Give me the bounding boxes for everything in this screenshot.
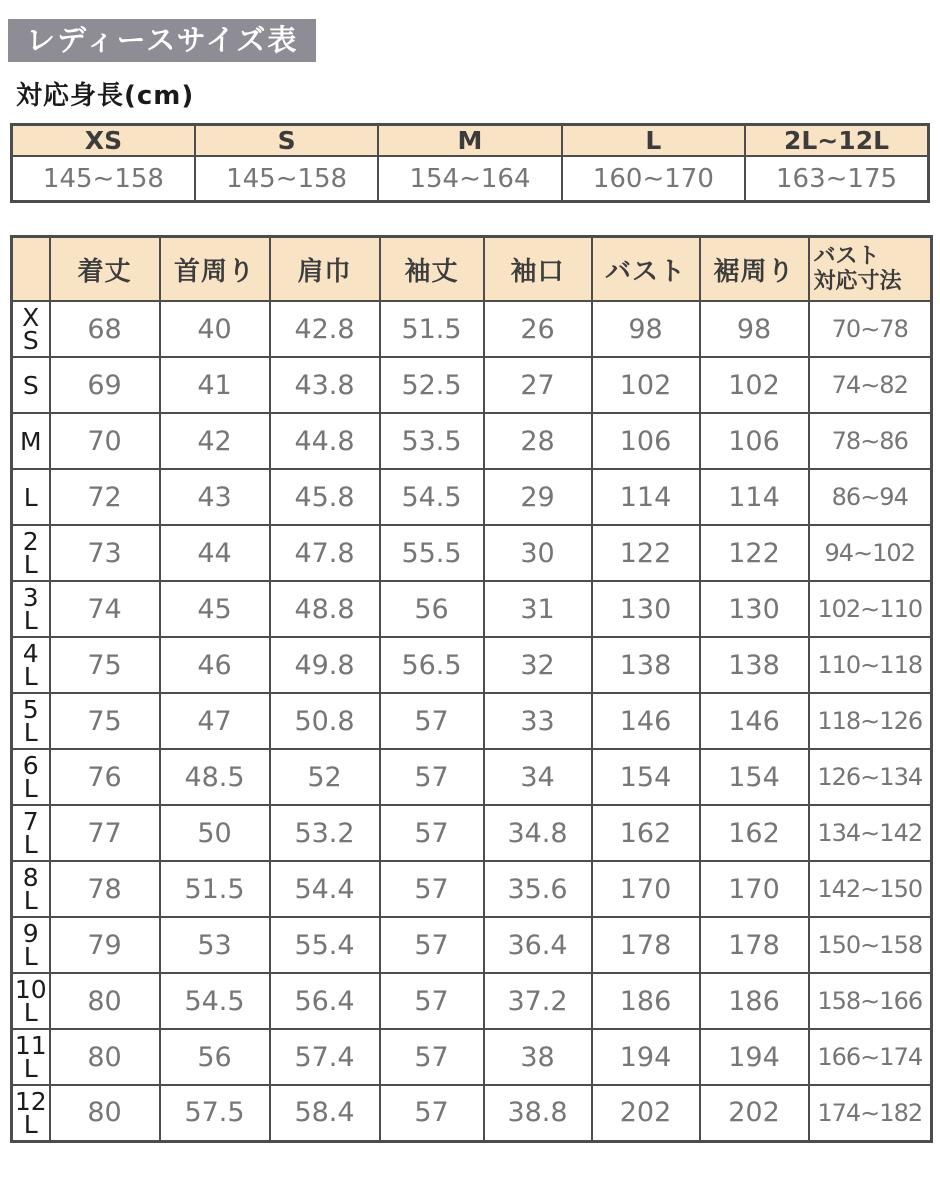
- size-value-cell: 98: [700, 301, 809, 357]
- table-row: [12, 749, 932, 805]
- size-value-cell: 98: [592, 301, 700, 357]
- col-header-bust-range: [809, 237, 932, 302]
- size-value-cell: 57.4: [270, 1029, 380, 1085]
- header-line: 対応寸法: [813, 269, 902, 294]
- height-col-header: M: [378, 125, 561, 157]
- row-label: 5 L: [12, 693, 50, 749]
- size-value-cell: 57: [380, 1085, 484, 1141]
- bust-range-cell: 70∼78: [809, 301, 932, 357]
- size-table-body: [12, 301, 932, 1141]
- bust-range-cell: 102∼110: [809, 581, 932, 637]
- bust-range-cell: 74∼82: [809, 357, 932, 413]
- page-title: レディースサイズ表: [8, 19, 316, 62]
- size-value-cell: 186: [700, 973, 809, 1029]
- bust-range-cell: 158∼166: [809, 973, 932, 1029]
- size-value-cell: 31: [484, 581, 592, 637]
- size-value-cell: 29: [484, 469, 592, 525]
- table-row: [12, 525, 932, 581]
- col-header: 首周り: [160, 237, 270, 302]
- height-col-header: S: [195, 125, 378, 157]
- table-row: [12, 917, 932, 973]
- size-value-cell: 56.4: [270, 973, 380, 1029]
- bust-range-cell: 86∼94: [809, 469, 932, 525]
- size-value-cell: 73: [50, 525, 160, 581]
- size-value-cell: 49.8: [270, 637, 380, 693]
- size-value-cell: 122: [592, 525, 700, 581]
- size-value-cell: 130: [592, 581, 700, 637]
- size-table-header-row: [12, 237, 932, 302]
- table-row: [12, 581, 932, 637]
- size-value-cell: 106: [592, 413, 700, 469]
- size-value-cell: 53.5: [380, 413, 484, 469]
- size-value-cell: 102: [700, 357, 809, 413]
- size-value-cell: 53.2: [270, 805, 380, 861]
- size-value-cell: 54.5: [380, 469, 484, 525]
- size-value-cell: 48.8: [270, 581, 380, 637]
- size-value-cell: 80: [50, 973, 160, 1029]
- size-value-cell: 55.4: [270, 917, 380, 973]
- size-value-cell: 69: [50, 357, 160, 413]
- size-value-cell: 57: [380, 805, 484, 861]
- bust-range-cell: 134∼142: [809, 805, 932, 861]
- size-value-cell: 50.8: [270, 693, 380, 749]
- col-header: バスト: [592, 237, 700, 302]
- height-table: [10, 123, 930, 203]
- table-row: [12, 637, 932, 693]
- size-value-cell: 146: [592, 693, 700, 749]
- size-value-cell: 72: [50, 469, 160, 525]
- size-value-cell: 34.8: [484, 805, 592, 861]
- row-label: L: [12, 469, 50, 525]
- table-row: [12, 1029, 932, 1085]
- row-label: 12 L: [12, 1085, 50, 1141]
- size-value-cell: 114: [592, 469, 700, 525]
- size-value-cell: 57: [380, 861, 484, 917]
- size-value-cell: 56: [380, 581, 484, 637]
- height-table-value-row: [12, 156, 929, 202]
- height-range-cell: 145∼158: [195, 156, 378, 202]
- size-value-cell: 46: [160, 637, 270, 693]
- height-range-cell: 163∼175: [745, 156, 928, 202]
- size-value-cell: 194: [592, 1029, 700, 1085]
- table-row: [12, 301, 932, 357]
- size-value-cell: 45: [160, 581, 270, 637]
- size-value-cell: 52: [270, 749, 380, 805]
- size-value-cell: 51.5: [380, 301, 484, 357]
- bust-range-cell: 94∼102: [809, 525, 932, 581]
- size-value-cell: 57.5: [160, 1085, 270, 1141]
- size-value-cell: 80: [50, 1029, 160, 1085]
- size-value-cell: 55.5: [380, 525, 484, 581]
- size-value-cell: 186: [592, 973, 700, 1029]
- bust-range-cell: 78∼86: [809, 413, 932, 469]
- size-value-cell: 146: [700, 693, 809, 749]
- size-value-cell: 26: [484, 301, 592, 357]
- bust-range-cell: 118∼126: [809, 693, 932, 749]
- corner-cell: [12, 237, 50, 302]
- size-value-cell: 38: [484, 1029, 592, 1085]
- row-label: 4 L: [12, 637, 50, 693]
- size-value-cell: 30: [484, 525, 592, 581]
- size-value-cell: 57: [380, 917, 484, 973]
- size-value-cell: 38.8: [484, 1085, 592, 1141]
- row-label: 10 L: [12, 973, 50, 1029]
- height-col-header: 2L∼12L: [745, 125, 928, 157]
- size-value-cell: 75: [50, 693, 160, 749]
- bust-range-cell: 174∼182: [809, 1085, 932, 1141]
- size-value-cell: 202: [592, 1085, 700, 1141]
- col-header: 肩巾: [270, 237, 380, 302]
- row-label: X S: [12, 301, 50, 357]
- size-value-cell: 75: [50, 637, 160, 693]
- size-value-cell: 106: [700, 413, 809, 469]
- size-value-cell: 74: [50, 581, 160, 637]
- table-row: [12, 357, 932, 413]
- size-value-cell: 77: [50, 805, 160, 861]
- size-value-cell: 154: [700, 749, 809, 805]
- size-value-cell: 36.4: [484, 917, 592, 973]
- size-value-cell: 47: [160, 693, 270, 749]
- row-label: S: [12, 357, 50, 413]
- row-label: M: [12, 413, 50, 469]
- size-value-cell: 162: [592, 805, 700, 861]
- height-col-header: L: [562, 125, 745, 157]
- size-value-cell: 43: [160, 469, 270, 525]
- row-label: 8 L: [12, 861, 50, 917]
- table-row: [12, 805, 932, 861]
- size-value-cell: 57: [380, 1029, 484, 1085]
- height-range-cell: 145∼158: [12, 156, 195, 202]
- size-value-cell: 48.5: [160, 749, 270, 805]
- row-label: 3 L: [12, 581, 50, 637]
- size-value-cell: 56: [160, 1029, 270, 1085]
- size-value-cell: 162: [700, 805, 809, 861]
- size-value-cell: 178: [700, 917, 809, 973]
- size-table: [10, 235, 933, 1143]
- row-label: 6 L: [12, 749, 50, 805]
- size-value-cell: 138: [700, 637, 809, 693]
- size-value-cell: 40: [160, 301, 270, 357]
- col-header: 袖口: [484, 237, 592, 302]
- size-value-cell: 37.2: [484, 973, 592, 1029]
- height-range-cell: 154∼164: [378, 156, 561, 202]
- size-value-cell: 57: [380, 973, 484, 1029]
- size-value-cell: 202: [700, 1085, 809, 1141]
- size-value-cell: 80: [50, 1085, 160, 1141]
- size-value-cell: 178: [592, 917, 700, 973]
- size-value-cell: 50: [160, 805, 270, 861]
- size-value-cell: 170: [592, 861, 700, 917]
- size-value-cell: 56.5: [380, 637, 484, 693]
- size-value-cell: 68: [50, 301, 160, 357]
- row-label: 11 L: [12, 1029, 50, 1085]
- header-line: バスト: [813, 243, 880, 269]
- size-value-cell: 52.5: [380, 357, 484, 413]
- table-row: [12, 973, 932, 1029]
- size-value-cell: 138: [592, 637, 700, 693]
- size-value-cell: 43.8: [270, 357, 380, 413]
- size-value-cell: 114: [700, 469, 809, 525]
- size-value-cell: 54.4: [270, 861, 380, 917]
- height-table-header-row: [12, 125, 929, 157]
- size-value-cell: 44.8: [270, 413, 380, 469]
- size-value-cell: 57: [380, 693, 484, 749]
- table-row: [12, 861, 932, 917]
- size-value-cell: 33: [484, 693, 592, 749]
- table-row: [12, 693, 932, 749]
- size-value-cell: 42: [160, 413, 270, 469]
- size-value-cell: 34: [484, 749, 592, 805]
- size-value-cell: 70: [50, 413, 160, 469]
- row-label: 9 L: [12, 917, 50, 973]
- size-value-cell: 53: [160, 917, 270, 973]
- size-value-cell: 154: [592, 749, 700, 805]
- size-value-cell: 194: [700, 1029, 809, 1085]
- col-header: 裾周り: [700, 237, 809, 302]
- size-value-cell: 35.6: [484, 861, 592, 917]
- size-value-cell: 130: [700, 581, 809, 637]
- size-value-cell: 44: [160, 525, 270, 581]
- row-label: 2 L: [12, 525, 50, 581]
- size-value-cell: 28: [484, 413, 592, 469]
- col-header: 袖丈: [380, 237, 484, 302]
- col-header: 着丈: [50, 237, 160, 302]
- size-value-cell: 170: [700, 861, 809, 917]
- size-value-cell: 27: [484, 357, 592, 413]
- bust-range-cell: 110∼118: [809, 637, 932, 693]
- height-table-caption: 対応身長(cm): [16, 81, 195, 111]
- size-value-cell: 78: [50, 861, 160, 917]
- size-value-cell: 122: [700, 525, 809, 581]
- table-row: [12, 469, 932, 525]
- bust-range-cell: 126∼134: [809, 749, 932, 805]
- size-value-cell: 76: [50, 749, 160, 805]
- table-row: [12, 1085, 932, 1141]
- size-value-cell: 102: [592, 357, 700, 413]
- size-value-cell: 54.5: [160, 973, 270, 1029]
- size-value-cell: 41: [160, 357, 270, 413]
- bust-range-cell: 150∼158: [809, 917, 932, 973]
- size-value-cell: 42.8: [270, 301, 380, 357]
- row-label: 7 L: [12, 805, 50, 861]
- size-value-cell: 45.8: [270, 469, 380, 525]
- table-row: [12, 413, 932, 469]
- size-value-cell: 58.4: [270, 1085, 380, 1141]
- size-value-cell: 47.8: [270, 525, 380, 581]
- height-col-header: XS: [12, 125, 195, 157]
- height-range-cell: 160∼170: [562, 156, 745, 202]
- bust-range-cell: 166∼174: [809, 1029, 932, 1085]
- size-value-cell: 57: [380, 749, 484, 805]
- bust-range-cell: 142∼150: [809, 861, 932, 917]
- size-value-cell: 79: [50, 917, 160, 973]
- size-value-cell: 32: [484, 637, 592, 693]
- size-value-cell: 51.5: [160, 861, 270, 917]
